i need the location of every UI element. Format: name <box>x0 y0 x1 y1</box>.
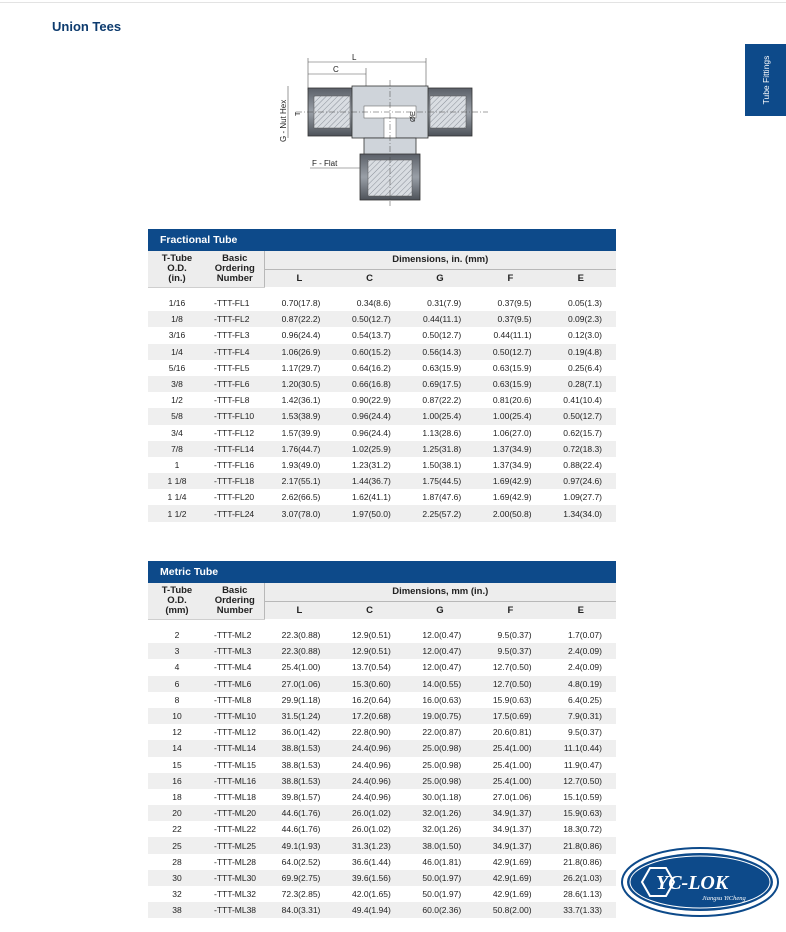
cell-dimension: 1.87(47.6) <box>405 489 475 505</box>
cell-dimension: 42.9(1.69) <box>475 886 545 902</box>
col-header-g: G <box>405 601 475 619</box>
cell-dimension: 26.0(1.02) <box>334 805 404 821</box>
table-row <box>148 327 616 343</box>
cell-dimension: 1.00(25.4) <box>405 408 475 424</box>
cell-dimension: 0.50(12.7) <box>334 311 404 327</box>
table-row <box>148 724 616 740</box>
dim-label-e: ØE <box>408 111 417 122</box>
cell-dimension: 12.7(0.50) <box>546 773 616 789</box>
union-tee-drawing <box>276 50 506 210</box>
cell-ordering-number: -TTT-ML4 <box>206 659 264 675</box>
cell-dimension: 32.0(1.26) <box>405 821 475 837</box>
cell-dimension: 2.00(50.8) <box>475 505 545 521</box>
cell-tube-od: 20 <box>148 805 206 821</box>
table-row <box>148 376 616 392</box>
cell-dimension: 12.9(0.51) <box>334 627 404 643</box>
cell-dimension: 50.0(1.97) <box>405 870 475 886</box>
table-row <box>148 676 616 692</box>
cell-tube-od: 12 <box>148 724 206 740</box>
cell-tube-od: 7/8 <box>148 441 206 457</box>
cell-dimension: 1.76(44.7) <box>264 441 334 457</box>
cell-dimension: 16.2(0.64) <box>334 692 404 708</box>
cell-dimension: 39.8(1.57) <box>264 789 334 805</box>
cell-dimension: 34.9(1.37) <box>475 805 545 821</box>
cell-tube-od: 32 <box>148 886 206 902</box>
cell-dimension: 1.57(39.9) <box>264 425 334 441</box>
cell-tube-od: 25 <box>148 837 206 853</box>
cell-dimension: 0.37(9.5) <box>475 311 545 327</box>
col-header-dimensions: Dimensions, in. (mm) <box>264 251 616 269</box>
cell-ordering-number: -TTT-FL4 <box>206 344 264 360</box>
cell-dimension: 30.0(1.18) <box>405 789 475 805</box>
cell-ordering-number: -TTT-FL18 <box>206 473 264 489</box>
cell-dimension: 0.72(18.3) <box>546 441 616 457</box>
col-header-ordering-number: Basic Ordering Number <box>206 583 264 619</box>
cell-tube-od: 38 <box>148 902 206 918</box>
cell-tube-od: 1/4 <box>148 344 206 360</box>
cell-dimension: 0.63(15.9) <box>405 360 475 376</box>
table-row <box>148 408 616 424</box>
cell-dimension: 0.37(9.5) <box>475 295 545 311</box>
cell-tube-od: 1/16 <box>148 295 206 311</box>
cell-dimension: 31.5(1.24) <box>264 708 334 724</box>
page-title: Union Tees <box>52 19 122 34</box>
table-row <box>148 473 616 489</box>
table-row <box>148 643 616 659</box>
side-tab-label: Tube Fittings <box>760 55 771 105</box>
metric-table-body <box>148 619 616 918</box>
cell-dimension: 0.44(11.1) <box>475 327 545 343</box>
table-row <box>148 805 616 821</box>
cell-dimension: 12.7(0.50) <box>475 659 545 675</box>
cell-dimension: 1.13(28.6) <box>405 425 475 441</box>
cell-dimension: 2.4(0.09) <box>546 659 616 675</box>
cell-dimension: 1.7(0.07) <box>546 627 616 643</box>
cell-dimension: 11.1(0.44) <box>546 740 616 756</box>
table-row <box>148 740 616 756</box>
cell-ordering-number: -TTT-FL20 <box>206 489 264 505</box>
cell-ordering-number: -TTT-ML10 <box>206 708 264 724</box>
logo-subtitle: Jiangsu YiCheng <box>702 895 746 902</box>
cell-tube-od: 6 <box>148 676 206 692</box>
cell-ordering-number: -TTT-ML3 <box>206 643 264 659</box>
table-row <box>148 902 616 918</box>
cell-dimension: 7.9(0.31) <box>546 708 616 724</box>
cell-ordering-number: -TTT-ML32 <box>206 886 264 902</box>
cell-dimension: 1.06(26.9) <box>264 344 334 360</box>
cell-dimension: 0.54(13.7) <box>334 327 404 343</box>
cell-dimension: 49.4(1.94) <box>334 902 404 918</box>
cell-tube-od: 22 <box>148 821 206 837</box>
col-header-l: L <box>264 601 334 619</box>
table-row <box>148 692 616 708</box>
col-header-tube-od: T-Tube O.D. (mm) <box>148 583 206 619</box>
cell-dimension: 0.62(15.7) <box>546 425 616 441</box>
cell-tube-od: 3 <box>148 643 206 659</box>
cell-dimension: 22.8(0.90) <box>334 724 404 740</box>
cell-dimension: 50.0(1.97) <box>405 886 475 902</box>
cell-dimension: 0.87(22.2) <box>264 311 334 327</box>
cell-ordering-number: -TTT-FL1 <box>206 295 264 311</box>
table-row <box>148 886 616 902</box>
table-row <box>148 344 616 360</box>
cell-dimension: 0.50(12.7) <box>546 408 616 424</box>
cell-dimension: 0.64(16.2) <box>334 360 404 376</box>
cell-dimension: 9.5(0.37) <box>546 724 616 740</box>
col-header-e: E <box>546 601 616 619</box>
table-row <box>148 425 616 441</box>
table-spacer <box>148 287 616 295</box>
cell-dimension: 1.97(50.0) <box>334 505 404 521</box>
cell-ordering-number: -TTT-FL24 <box>206 505 264 521</box>
cell-dimension: 17.5(0.69) <box>475 708 545 724</box>
cell-dimension: 0.87(22.2) <box>405 392 475 408</box>
cell-dimension: 12.0(0.47) <box>405 659 475 675</box>
col-header-c: C <box>334 601 404 619</box>
dim-label-t: T <box>295 111 302 116</box>
cell-dimension: 0.31(7.9) <box>405 295 475 311</box>
cell-dimension: 25.4(1.00) <box>475 757 545 773</box>
cell-dimension: 38.8(1.53) <box>264 773 334 789</box>
col-header-e: E <box>546 269 616 287</box>
cell-dimension: 18.3(0.72) <box>546 821 616 837</box>
fractional-tube-table <box>148 229 616 522</box>
cell-dimension: 1.25(31.8) <box>405 441 475 457</box>
cell-dimension: 0.25(6.4) <box>546 360 616 376</box>
cell-dimension: 6.4(0.25) <box>546 692 616 708</box>
table-spacer <box>148 619 616 627</box>
table-row <box>148 441 616 457</box>
cell-ordering-number: -TTT-ML16 <box>206 773 264 789</box>
cell-ordering-number: -TTT-ML38 <box>206 902 264 918</box>
cell-dimension: 25.4(1.00) <box>475 740 545 756</box>
cell-dimension: 0.70(17.8) <box>264 295 334 311</box>
cell-dimension: 0.09(2.3) <box>546 311 616 327</box>
col-header-g: G <box>405 269 475 287</box>
cell-dimension: 24.4(0.96) <box>334 757 404 773</box>
cell-ordering-number: -TTT-ML15 <box>206 757 264 773</box>
cell-dimension: 13.7(0.54) <box>334 659 404 675</box>
cell-tube-od: 1 1/8 <box>148 473 206 489</box>
cell-ordering-number: -TTT-ML18 <box>206 789 264 805</box>
cell-dimension: 25.4(1.00) <box>264 659 334 675</box>
table-row <box>148 870 616 886</box>
cell-dimension: 0.81(20.6) <box>475 392 545 408</box>
dim-label-g: G - Nut Hex <box>279 99 288 142</box>
cell-dimension: 0.69(17.5) <box>405 376 475 392</box>
cell-dimension: 15.1(0.59) <box>546 789 616 805</box>
cell-dimension: 72.3(2.85) <box>264 886 334 902</box>
cell-dimension: 1.53(38.9) <box>264 408 334 424</box>
cell-ordering-number: -TTT-FL8 <box>206 392 264 408</box>
side-tab-tube-fittings[interactable] <box>745 44 786 116</box>
table-row <box>148 392 616 408</box>
cell-dimension: 29.9(1.18) <box>264 692 334 708</box>
cell-dimension: 20.6(0.81) <box>475 724 545 740</box>
cell-tube-od: 5/16 <box>148 360 206 376</box>
cell-dimension: 15.3(0.60) <box>334 676 404 692</box>
cell-dimension: 22.3(0.88) <box>264 627 334 643</box>
cell-dimension: 25.4(1.00) <box>475 773 545 789</box>
cell-ordering-number: -TTT-FL2 <box>206 311 264 327</box>
cell-dimension: 69.9(2.75) <box>264 870 334 886</box>
table-row <box>148 854 616 870</box>
cell-dimension: 44.6(1.76) <box>264 805 334 821</box>
cell-dimension: 25.0(0.98) <box>405 740 475 756</box>
yc-lok-logo <box>620 846 780 918</box>
cell-dimension: 21.8(0.86) <box>546 854 616 870</box>
cell-dimension: 1.09(27.7) <box>546 489 616 505</box>
cell-dimension: 1.44(36.7) <box>334 473 404 489</box>
table-row <box>148 708 616 724</box>
cell-dimension: 39.6(1.56) <box>334 870 404 886</box>
col-header-tube-od: T-Tube O.D. (in.) <box>148 251 206 287</box>
cell-dimension: 1.62(41.1) <box>334 489 404 505</box>
cell-dimension: 0.34(8.6) <box>334 295 404 311</box>
cell-dimension: 49.1(1.93) <box>264 837 334 853</box>
cell-dimension: 84.0(3.31) <box>264 902 334 918</box>
cell-ordering-number: -TTT-FL3 <box>206 327 264 343</box>
cell-tube-od: 1 1/2 <box>148 505 206 521</box>
cell-dimension: 22.3(0.88) <box>264 643 334 659</box>
cell-dimension: 46.0(1.81) <box>405 854 475 870</box>
cell-ordering-number: -TTT-ML12 <box>206 724 264 740</box>
cell-dimension: 0.96(24.4) <box>264 327 334 343</box>
cell-dimension: 24.4(0.96) <box>334 789 404 805</box>
cell-dimension: 1.42(36.1) <box>264 392 334 408</box>
cell-dimension: 9.5(0.37) <box>475 627 545 643</box>
cell-tube-od: 30 <box>148 870 206 886</box>
cell-dimension: 24.4(0.96) <box>334 740 404 756</box>
table-row <box>148 773 616 789</box>
cell-ordering-number: -TTT-FL14 <box>206 441 264 457</box>
cell-dimension: 2.17(55.1) <box>264 473 334 489</box>
cell-dimension: 12.0(0.47) <box>405 643 475 659</box>
cell-ordering-number: -TTT-ML8 <box>206 692 264 708</box>
cell-ordering-number: -TTT-FL16 <box>206 457 264 473</box>
col-header-f: F <box>475 269 545 287</box>
cell-dimension: 19.0(0.75) <box>405 708 475 724</box>
table-row <box>148 837 616 853</box>
cell-dimension: 3.07(78.0) <box>264 505 334 521</box>
cell-dimension: 22.0(0.87) <box>405 724 475 740</box>
cell-dimension: 0.96(24.4) <box>334 408 404 424</box>
cell-dimension: 1.75(44.5) <box>405 473 475 489</box>
cell-dimension: 36.6(1.44) <box>334 854 404 870</box>
col-header-c: C <box>334 269 404 287</box>
logo-brand: YC-LOK <box>656 872 729 894</box>
cell-dimension: 0.41(10.4) <box>546 392 616 408</box>
cell-dimension: 24.4(0.96) <box>334 773 404 789</box>
cell-dimension: 1.37(34.9) <box>475 457 545 473</box>
cell-tube-od: 18 <box>148 789 206 805</box>
cell-dimension: 21.8(0.86) <box>546 837 616 853</box>
cell-dimension: 0.90(22.9) <box>334 392 404 408</box>
cell-dimension: 1.37(34.9) <box>475 441 545 457</box>
cell-tube-od: 1 <box>148 457 206 473</box>
cell-dimension: 0.12(3.0) <box>546 327 616 343</box>
table-row <box>148 627 616 643</box>
cell-dimension: 11.9(0.47) <box>546 757 616 773</box>
cell-dimension: 0.88(22.4) <box>546 457 616 473</box>
cell-dimension: 17.2(0.68) <box>334 708 404 724</box>
col-header-f: F <box>475 601 545 619</box>
dim-label-c: C <box>333 65 339 74</box>
cell-dimension: 12.0(0.47) <box>405 627 475 643</box>
cell-dimension: 1.50(38.1) <box>405 457 475 473</box>
cell-dimension: 38.0(1.50) <box>405 837 475 853</box>
cell-tube-od: 1/2 <box>148 392 206 408</box>
cell-tube-od: 28 <box>148 854 206 870</box>
cell-dimension: 0.05(1.3) <box>546 295 616 311</box>
cell-dimension: 2.25(57.2) <box>405 505 475 521</box>
cell-dimension: 0.19(4.8) <box>546 344 616 360</box>
cell-tube-od: 16 <box>148 773 206 789</box>
cell-dimension: 38.8(1.53) <box>264 740 334 756</box>
cell-dimension: 34.9(1.37) <box>475 821 545 837</box>
cell-dimension: 0.28(7.1) <box>546 376 616 392</box>
cell-dimension: 4.8(0.19) <box>546 676 616 692</box>
cell-dimension: 0.50(12.7) <box>405 327 475 343</box>
cell-dimension: 0.50(12.7) <box>475 344 545 360</box>
cell-dimension: 15.9(0.63) <box>475 692 545 708</box>
cell-dimension: 15.9(0.63) <box>546 805 616 821</box>
cell-ordering-number: -TTT-ML25 <box>206 837 264 853</box>
dim-label-l: L <box>352 53 357 62</box>
cell-dimension: 2.62(66.5) <box>264 489 334 505</box>
cell-dimension: 16.0(0.63) <box>405 692 475 708</box>
table-row <box>148 505 616 521</box>
cell-ordering-number: -TTT-ML30 <box>206 870 264 886</box>
fractional-table-title: Fractional Tube <box>148 229 616 251</box>
cell-dimension: 1.00(25.4) <box>475 408 545 424</box>
table-row <box>148 789 616 805</box>
cell-dimension: 0.56(14.3) <box>405 344 475 360</box>
cell-tube-od: 1/8 <box>148 311 206 327</box>
cell-dimension: 12.9(0.51) <box>334 643 404 659</box>
table-row <box>148 457 616 473</box>
fractional-table-body <box>148 287 616 522</box>
cell-dimension: 38.8(1.53) <box>264 757 334 773</box>
cell-dimension: 36.0(1.42) <box>264 724 334 740</box>
cell-tube-od: 8 <box>148 692 206 708</box>
col-header-ordering-number: Basic Ordering Number <box>206 251 264 287</box>
metric-table-title: Metric Tube <box>148 561 616 583</box>
cell-dimension: 1.17(29.7) <box>264 360 334 376</box>
cell-tube-od: 2 <box>148 627 206 643</box>
cell-ordering-number: -TTT-FL6 <box>206 376 264 392</box>
dim-label-f: F - Flat <box>312 159 338 168</box>
cell-dimension: 1.06(27.0) <box>475 425 545 441</box>
cell-tube-od: 3/16 <box>148 327 206 343</box>
cell-dimension: 33.7(1.33) <box>546 902 616 918</box>
table-row <box>148 821 616 837</box>
cell-ordering-number: -TTT-ML22 <box>206 821 264 837</box>
cell-dimension: 1.20(30.5) <box>264 376 334 392</box>
table-row <box>148 659 616 675</box>
cell-tube-od: 4 <box>148 659 206 675</box>
cell-tube-od: 15 <box>148 757 206 773</box>
cell-dimension: 34.9(1.37) <box>475 837 545 853</box>
top-rule <box>0 2 786 3</box>
cell-tube-od: 14 <box>148 740 206 756</box>
cell-tube-od: 3/8 <box>148 376 206 392</box>
cell-dimension: 32.0(1.26) <box>405 805 475 821</box>
cell-dimension: 44.6(1.76) <box>264 821 334 837</box>
cell-tube-od: 10 <box>148 708 206 724</box>
cell-dimension: 27.0(1.06) <box>264 676 334 692</box>
cell-ordering-number: -TTT-ML2 <box>206 627 264 643</box>
cell-tube-od: 1 1/4 <box>148 489 206 505</box>
cell-dimension: 0.63(15.9) <box>475 376 545 392</box>
cell-dimension: 0.96(24.4) <box>334 425 404 441</box>
metric-tube-table <box>148 561 616 918</box>
cell-ordering-number: -TTT-FL12 <box>206 425 264 441</box>
cell-dimension: 1.69(42.9) <box>475 489 545 505</box>
cell-ordering-number: -TTT-ML14 <box>206 740 264 756</box>
cell-dimension: 0.63(15.9) <box>475 360 545 376</box>
cell-ordering-number: -TTT-FL10 <box>206 408 264 424</box>
cell-dimension: 1.69(42.9) <box>475 473 545 489</box>
table-row <box>148 311 616 327</box>
cell-dimension: 42.0(1.65) <box>334 886 404 902</box>
cell-dimension: 60.0(2.36) <box>405 902 475 918</box>
cell-ordering-number: -TTT-FL5 <box>206 360 264 376</box>
cell-ordering-number: -TTT-ML20 <box>206 805 264 821</box>
cell-ordering-number: -TTT-ML6 <box>206 676 264 692</box>
cell-dimension: 9.5(0.37) <box>475 643 545 659</box>
cell-tube-od: 3/4 <box>148 425 206 441</box>
cell-dimension: 31.3(1.23) <box>334 837 404 853</box>
cell-ordering-number: -TTT-ML28 <box>206 854 264 870</box>
cell-dimension: 1.93(49.0) <box>264 457 334 473</box>
table-row <box>148 757 616 773</box>
cell-dimension: 0.97(24.6) <box>546 473 616 489</box>
cell-dimension: 1.23(31.2) <box>334 457 404 473</box>
col-header-dimensions: Dimensions, mm (in.) <box>264 583 616 601</box>
cell-dimension: 42.9(1.69) <box>475 870 545 886</box>
cell-dimension: 25.0(0.98) <box>405 773 475 789</box>
cell-dimension: 0.60(15.2) <box>334 344 404 360</box>
cell-dimension: 28.6(1.13) <box>546 886 616 902</box>
cell-dimension: 14.0(0.55) <box>405 676 475 692</box>
cell-dimension: 1.34(34.0) <box>546 505 616 521</box>
cell-dimension: 2.4(0.09) <box>546 643 616 659</box>
cell-dimension: 26.2(1.03) <box>546 870 616 886</box>
cell-dimension: 1.02(25.9) <box>334 441 404 457</box>
cell-dimension: 50.8(2.00) <box>475 902 545 918</box>
cell-dimension: 0.44(11.1) <box>405 311 475 327</box>
cell-dimension: 26.0(1.02) <box>334 821 404 837</box>
cell-dimension: 27.0(1.06) <box>475 789 545 805</box>
col-header-l: L <box>264 269 334 287</box>
cell-dimension: 25.0(0.98) <box>405 757 475 773</box>
table-row <box>148 360 616 376</box>
table-row <box>148 295 616 311</box>
table-row <box>148 489 616 505</box>
cell-tube-od: 5/8 <box>148 408 206 424</box>
cell-dimension: 64.0(2.52) <box>264 854 334 870</box>
cell-dimension: 12.7(0.50) <box>475 676 545 692</box>
cell-dimension: 0.66(16.8) <box>334 376 404 392</box>
cell-dimension: 42.9(1.69) <box>475 854 545 870</box>
